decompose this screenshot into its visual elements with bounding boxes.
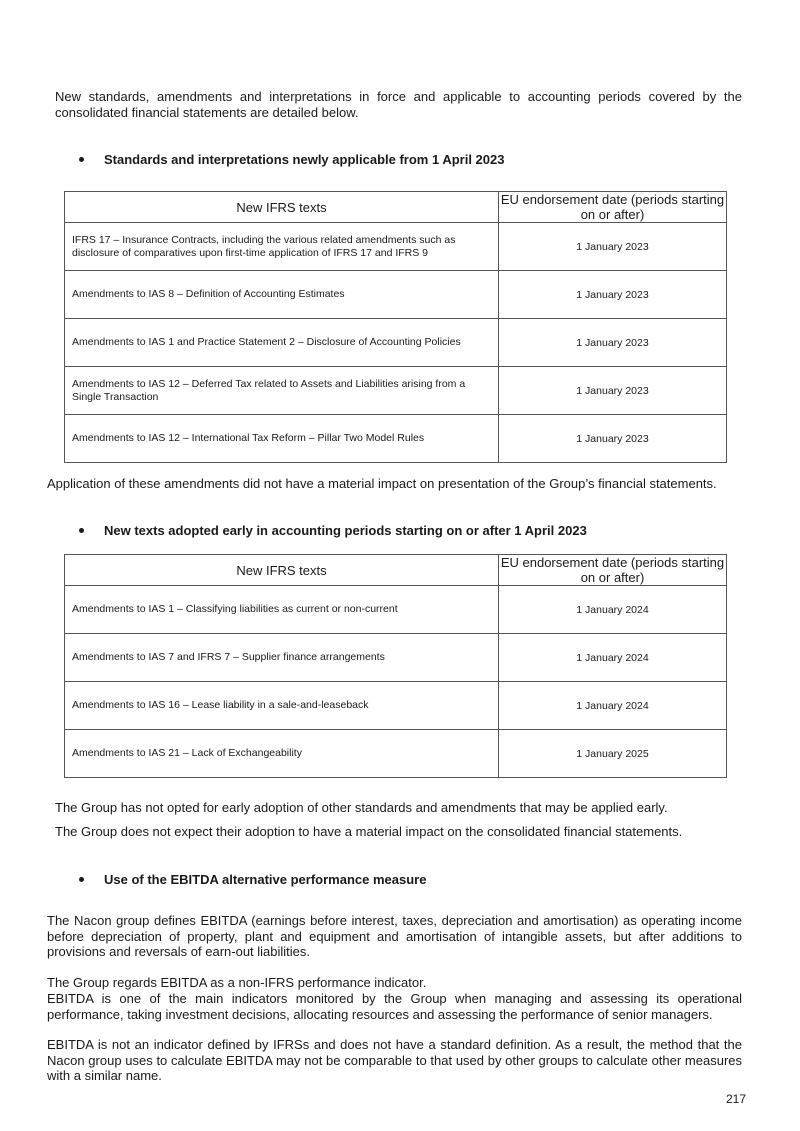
row-date: 1 January 2024	[499, 586, 727, 634]
row-text: Amendments to IAS 1 – Classifying liabilities as current or non-current	[65, 586, 499, 634]
header-new-ifrs-texts: New IFRS texts	[65, 192, 499, 223]
section1-heading-text: Standards and interpretations newly applicable from 1 April 2023	[104, 152, 505, 167]
bullet-icon	[79, 528, 84, 533]
table-row	[65, 415, 727, 463]
bullet-icon	[79, 877, 84, 882]
table-row	[65, 319, 727, 367]
section1-heading	[75, 152, 504, 167]
row-text: Amendments to IAS 12 – International Tax Reform – Pillar Two Model Rules	[65, 415, 499, 463]
row-date: 1 January 2023	[499, 223, 727, 271]
row-date: 1 January 2024	[499, 634, 727, 682]
section2-note2: The Group does not expect their adoption to have a material impact on the consolidated financial statements.	[55, 824, 683, 839]
table-row	[65, 682, 727, 730]
row-text: Amendments to IAS 1 and Practice Statement 2 – Disclosure of Accounting Policies	[65, 319, 499, 367]
table-row	[65, 586, 727, 634]
row-date: 1 January 2024	[499, 682, 727, 730]
row-text: Amendments to IAS 16 – Lease liability in a sale-and-leaseback	[65, 682, 499, 730]
row-date: 1 January 2025	[499, 730, 727, 778]
row-date: 1 January 2023	[499, 271, 727, 319]
section1-note: Application of these amendments did not have a material impact on presentation of the Group’s financial statements.	[47, 476, 717, 491]
row-text: Amendments to IAS 12 – Deferred Tax related to Assets and Liabilities arising from a Single Transaction	[65, 367, 499, 415]
intro-paragraph: New standards, amendments and interpretations in force and applicable to accounting periods covered by the consolidated financial statements are detailed below.	[55, 89, 742, 120]
section3-heading	[75, 872, 426, 887]
header-new-ifrs-texts: New IFRS texts	[65, 555, 499, 586]
table-row	[65, 367, 727, 415]
row-date: 1 January 2023	[499, 367, 727, 415]
table-newly-applicable	[64, 191, 727, 463]
page-number: 217	[725, 1092, 746, 1106]
row-text: Amendments to IAS 7 and IFRS 7 – Supplier finance arrangements	[65, 634, 499, 682]
section2-note1: The Group has not opted for early adoption of other standards and amendments that may be applied early.	[55, 800, 668, 815]
header-eu-endorsement-date: EU endorsement date (periods starting on or after)	[499, 555, 727, 586]
row-text: IFRS 17 – Insurance Contracts, including the various related amendments such as disclosure of comparatives upon first-time application of IFRS 17 and IFRS 9	[65, 223, 499, 271]
table-row	[65, 730, 727, 778]
section2-heading-text: New texts adopted early in accounting periods starting on or after 1 April 2023	[104, 523, 587, 538]
row-date: 1 January 2023	[499, 415, 727, 463]
row-text: Amendments to IAS 21 – Lack of Exchangeability	[65, 730, 499, 778]
section2-heading	[75, 523, 587, 538]
ebitda-standard-paragraph: EBITDA is not an indicator defined by IFRSs and does not have a standard definition. As a result, the method that the Nacon group uses to calculate EBITDA may not be comparable to that used by other groups to calculate other measures with a similar name.	[47, 1037, 742, 1083]
ebitda-non-ifrs-line: The Group regards EBITDA as a non-IFRS performance indicator.	[47, 975, 427, 990]
bullet-icon	[79, 157, 84, 162]
row-text: Amendments to IAS 8 – Definition of Accounting Estimates	[65, 271, 499, 319]
section3-heading-text: Use of the EBITDA alternative performance measure	[104, 872, 427, 887]
table-header-row	[65, 192, 727, 223]
table-adopted-early	[64, 554, 727, 778]
ebitda-indicator-paragraph: EBITDA is one of the main indicators monitored by the Group when managing and assessing its operational performance, taking investment decisions, allocating resources and assessing the performance of senior managers.	[47, 991, 742, 1022]
ebitda-definition-paragraph: The Nacon group defines EBITDA (earnings before interest, taxes, depreciation and amortisation) as operating income before depreciation of property, plant and equipment and amortisation of intangible assets, but after additions to provisions and reversals of earn-out liabilities.	[47, 913, 742, 959]
row-date: 1 January 2023	[499, 319, 727, 367]
table-header-row	[65, 555, 727, 586]
table-row	[65, 271, 727, 319]
header-eu-endorsement-date: EU endorsement date (periods starting on or after)	[499, 192, 727, 223]
table-row	[65, 634, 727, 682]
table-row	[65, 223, 727, 271]
